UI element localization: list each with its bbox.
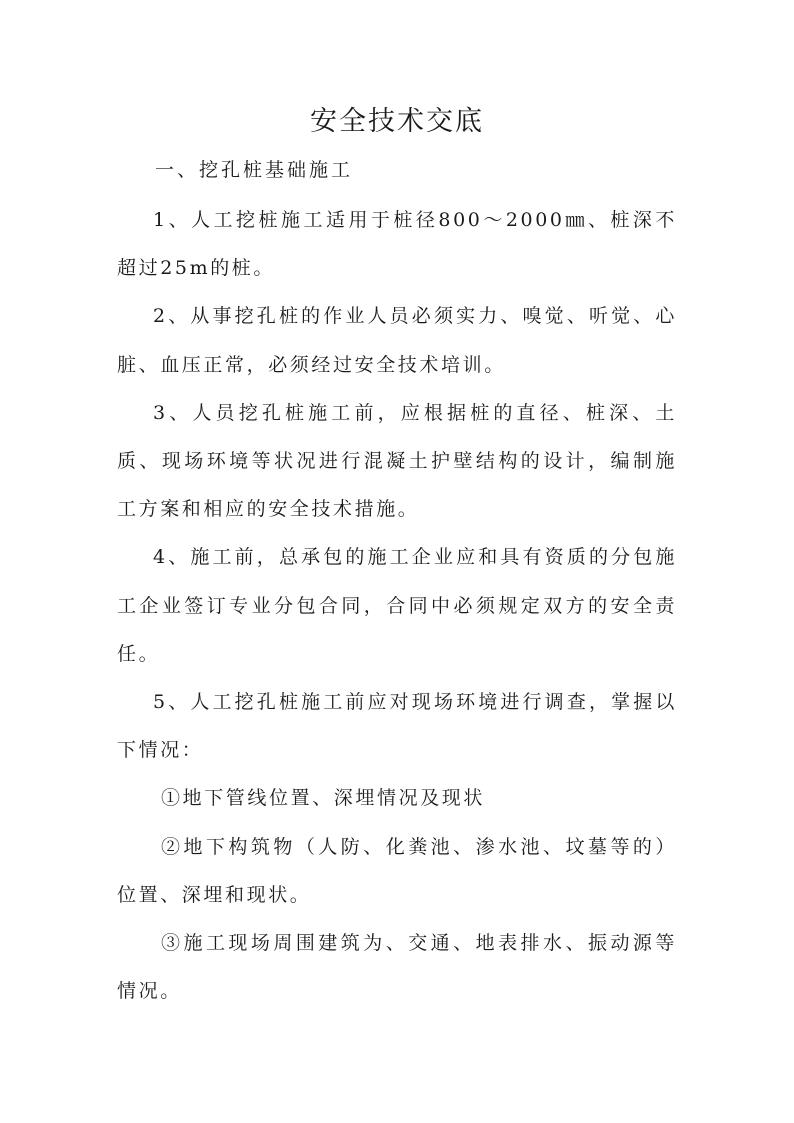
paragraph-item-4: 4、施工前，总承包的施工企业应和具有资质的分包施工企业签订专业分包合同，合同中必须规定双方的安全责任。 [117, 546, 677, 665]
sub-item-2: ②地下构筑物（人防、化粪池、渗水池、坟墓等的）位置、深埋和现状。 [117, 835, 677, 906]
document-title: 安全技术交底 [310, 106, 484, 137]
paragraph-item-2: 2、从事挖孔桩的作业人员必须实力、嗅觉、听觉、心脏、血压正常，必须经过安全技术培训。 [117, 305, 677, 376]
sub-item-1: ①地下管线位置、深埋情况及现状 [161, 787, 486, 810]
paragraph-item-1: 1、人工挖桩施工适用于桩径800～2000㎜、桩深不超过25m的桩。 [117, 209, 677, 280]
paragraph-item-5: 5、人工挖孔桩施工前应对现场环境进行调查，掌握以下情况： [117, 691, 677, 762]
document-body [117, 196, 677, 1015]
sub-item-3: ③施工现场周围建筑为、交通、地表排水、振动源等情况。 [117, 932, 677, 1003]
section-heading: 一、挖孔桩基础施工 [155, 159, 354, 181]
paragraph-item-3: 3、人员挖孔桩施工前，应根据桩的直径、桩深、土质、现场环境等状况进行混凝土护壁结构的设计，编制施工方案和相应的安全技术措施。 [117, 401, 677, 521]
